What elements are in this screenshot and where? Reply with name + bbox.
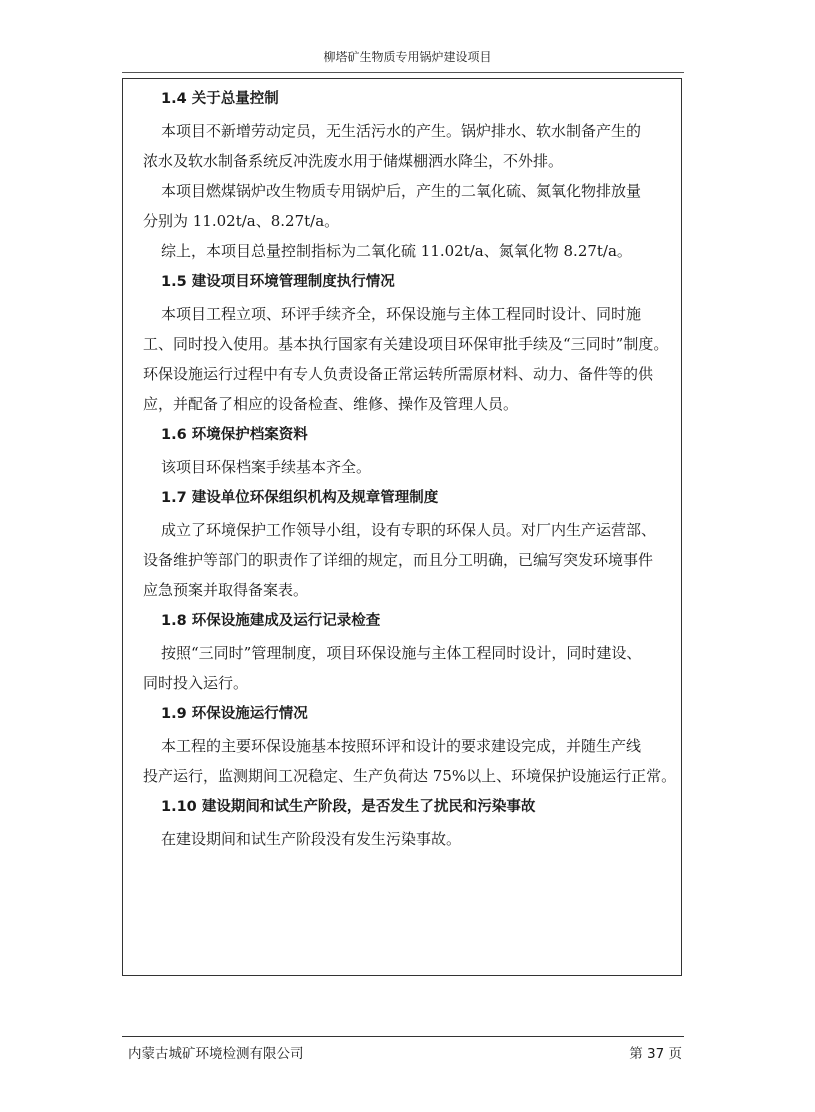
paragraph-line: 环保设施运行过程中有专人负责设备正常运转所需原材料、动力、备件等的供 bbox=[143, 365, 654, 383]
footer-company: 内蒙古城矿环境检测有限公司 bbox=[128, 1046, 304, 1062]
paragraph bbox=[143, 515, 678, 605]
paragraph-line: 投产运行，监测期间工况稳定、生产负荷达 75%以上、环境保护设施运行正常。 bbox=[143, 767, 677, 785]
paragraph-line: 同时投入运行。 bbox=[143, 674, 249, 692]
paragraph bbox=[143, 116, 678, 176]
paragraph-line: 本项目燃煤锅炉改生物质专用锅炉后，产生的二氧化硫、氮氧化物排放量 bbox=[161, 182, 642, 200]
paragraph bbox=[143, 824, 678, 854]
paragraph-line: 本项目工程立项、环评手续齐全，环保设施与主体工程同时设计、同时施 bbox=[161, 305, 642, 323]
footer-divider bbox=[122, 1036, 684, 1037]
paragraph bbox=[143, 299, 678, 419]
header-divider bbox=[122, 72, 684, 73]
paragraph-line: 按照“三同时”管理制度，项目环保设施与主体工程同时设计，同时建设、 bbox=[161, 644, 642, 662]
paragraph-line: 应急预案并取得备案表。 bbox=[143, 581, 309, 599]
section-title: 1.4 关于总量控制 bbox=[161, 91, 279, 107]
paragraph-line: 本工程的主要环保设施基本按照环评和设计的要求建设完成，并随生产线 bbox=[161, 737, 642, 755]
paragraph bbox=[143, 452, 678, 482]
paragraph-line: 在建设期间和试生产阶段没有发生污染事故。 bbox=[161, 830, 462, 848]
paragraph-line: 工、同时投入使用。基本执行国家有关建设项目环保审批手续及“三同时”制度。 bbox=[143, 335, 669, 353]
footer-page-number: 第 37 页 bbox=[629, 1046, 682, 1062]
paragraph-line: 该项目环保档案手续基本齐全。 bbox=[161, 458, 372, 476]
paragraph-line: 综上，本项目总量控制指标为二氧化硫 11.02t/a、氮氧化物 8.27t/a。 bbox=[161, 242, 632, 260]
paragraph-line: 分别为 11.02t/a、8.27t/a。 bbox=[143, 212, 340, 230]
paragraph-line: 应，并配备了相应的设备检查、维修、操作及管理人员。 bbox=[143, 395, 519, 413]
paragraph bbox=[143, 236, 678, 266]
section-title: 1.9 环保设施运行情况 bbox=[161, 706, 308, 722]
paragraph-line: 本项目不新增劳动定员，无生活污水的产生。锅炉排水、软水制备产生的 bbox=[161, 122, 642, 140]
document-body bbox=[143, 83, 678, 854]
section-title: 1.10 建设期间和试生产阶段，是否发生了扰民和污染事故 bbox=[161, 799, 536, 815]
section-title: 1.5 建设项目环境管理制度执行情况 bbox=[161, 274, 395, 290]
paragraph-line: 成立了环境保护工作领导小组，设有专职的环保人员。对厂内生产运营部、 bbox=[161, 521, 657, 539]
paragraph bbox=[143, 731, 678, 791]
paragraph-line: 浓水及软水制备系统反冲洗废水用于储煤棚洒水降尘，不外排。 bbox=[143, 152, 564, 170]
page-header: 柳塔矿生物质专用锅炉建设项目 bbox=[323, 50, 492, 64]
section-title: 1.8 环保设施建成及运行记录检查 bbox=[161, 613, 381, 629]
paragraph bbox=[143, 638, 678, 698]
paragraph-line: 设备维护等部门的职责作了详细的规定，而且分工明确，已编写突发环境事件 bbox=[143, 551, 654, 569]
paragraph bbox=[143, 176, 678, 236]
section-title: 1.7 建设单位环保组织机构及规章管理制度 bbox=[161, 490, 439, 506]
section-title: 1.6 环境保护档案资料 bbox=[161, 427, 308, 443]
